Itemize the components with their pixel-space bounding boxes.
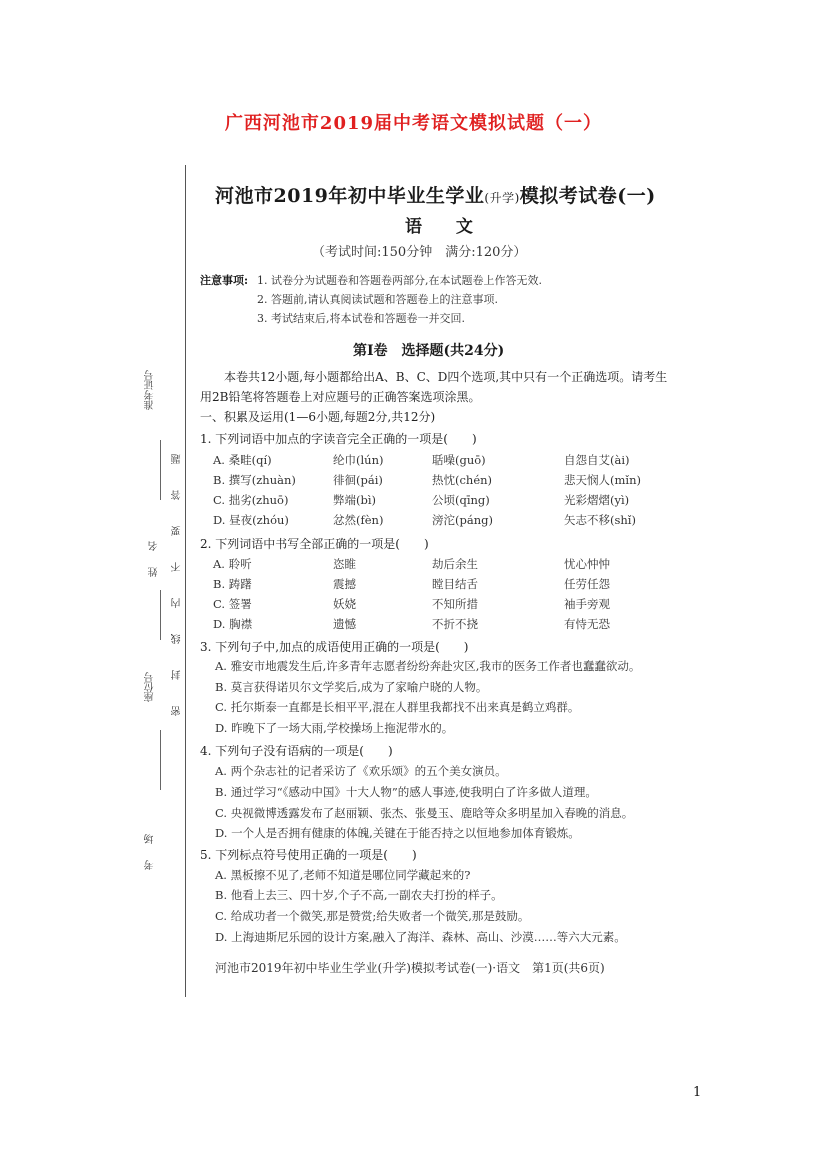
question-5-stem: 5. 下列标点符号使用正确的一项是( ) (200, 848, 417, 862)
subject-title: 语 文 (405, 217, 487, 237)
name-label: 姓名 (149, 525, 160, 577)
option: 忿然(fèn) (333, 513, 384, 527)
option: 忧心忡忡 (564, 557, 610, 571)
option: A. 黑板擦不见了,老师不知道是哪位同学藏起来的? (215, 868, 471, 882)
option: 滂沱(páng) (432, 513, 493, 527)
option: D. 昨晚下了一场大雨,学校操场上拖泥带水的。 (215, 721, 454, 735)
option: C. 托尔斯泰一直都是长相平平,混在人群里我都找不出来真是鹤立鸡群。 (215, 700, 580, 714)
page-number: 1 (693, 1085, 702, 1100)
option: C. 央视微博透露发布了赵丽颖、张杰、张曼玉、鹿晗等众多明星加入春晚的消息。 (215, 806, 634, 820)
option: D. 上海迪斯尼乐园的设计方案,融入了海洋、森林、高山、沙漠……等六大元素。 (215, 930, 626, 944)
option: 遗憾 (333, 617, 356, 631)
exam-title: 河池市2019年初中毕业生学业(升学)模拟考试卷(一) (215, 185, 656, 207)
option: 聒噪(guō) (432, 453, 486, 467)
option: 任劳任怨 (564, 577, 610, 591)
option: 悲天悯人(mǐn) (564, 473, 641, 487)
option: 袖手旁观 (564, 597, 610, 611)
option: D. 胸襟 (213, 617, 253, 631)
option: 瞠目结舌 (432, 577, 478, 591)
name-fill-line (160, 590, 162, 640)
question-4-stem: 4. 下列句子没有语病的一项是( ) (200, 744, 393, 758)
option: 恣睢 (333, 557, 356, 571)
question-1-stem: 1. 下列词语中加点的字读音完全正确的一项是( ) (200, 432, 477, 446)
section-intro: 本卷共12小题,每小题都给出A、B、C、D四个选项,其中只有一个正确选项。请考生 (224, 370, 668, 384)
page-footer: 河池市2019年初中毕业生学业(升学)模拟考试卷(一)·语文 第1页(共6页) (215, 961, 605, 975)
option: 热忱(chén) (432, 473, 493, 487)
option: 有恃无恐 (564, 617, 610, 631)
option: A. 聆听 (213, 557, 252, 571)
document-title: 广西河池市2019届中考语文模拟试题（一） (224, 113, 603, 134)
option: 徘徊(pái) (333, 473, 383, 487)
option: 弊端(bì) (333, 493, 377, 507)
seat-fill-line (160, 730, 162, 790)
option: B. 踌躇 (213, 577, 252, 591)
part-heading: 一、积累及运用(1—6小题,每题2分,共12分) (200, 410, 436, 424)
option: B. 莫言获得诺贝尔文学奖后,成为了家喻户晓的人物。 (215, 680, 488, 694)
option: 纶巾(lún) (333, 453, 384, 467)
section-intro-cont: 用2B铅笔将答题卷上对应题号的正确答案选项涂黑。 (200, 390, 481, 404)
option: B. 通过学习“《感动中国》十大人物”的感人事迹,使我明白了许多做人道理。 (215, 785, 597, 799)
seal-line-warning: 密封线内不要答题 (172, 428, 183, 716)
exam-id-label: 准考证号 (145, 370, 156, 410)
section-title: 第Ⅰ卷 选择题(共24分) (353, 343, 505, 359)
option: 妖娆 (333, 597, 356, 611)
option: B. 撰写(zhuàn) (213, 473, 296, 487)
option: 矢志不移(shǐ) (564, 513, 636, 527)
option: A. 雅安市地震发生后,许多青年志愿者纷纷奔赴灾区,我市的医务工作者也蠢蠢欲动。 (215, 659, 641, 673)
seat-label: 座位号 (145, 672, 156, 702)
option: 自怨自艾(ài) (564, 453, 630, 467)
note-item: 3. 考试结束后,将本试卷和答题卷一并交回. (257, 312, 465, 325)
option: D. 一个人是否拥有健康的体魄,关键在于能否持之以恒地参加体育锻炼。 (215, 826, 580, 840)
option: 光彩熠熠(yì) (564, 493, 630, 507)
option: B. 他看上去三、四十岁,个子不高,一副农夫打扮的样子。 (215, 888, 503, 902)
binding-line (185, 165, 186, 997)
exam-info: （考试时间:150分钟 满分:120分） (312, 245, 527, 260)
option: D. 昼夜(zhóu) (213, 513, 289, 527)
option: 震撼 (333, 577, 356, 591)
option: 公顷(qīng) (432, 493, 490, 507)
option: C. 签署 (213, 597, 252, 611)
option: C. 给成功者一个微笑,那是赞赏;给失败者一个微笑,那是鼓励。 (215, 909, 530, 923)
option: A. 两个杂志社的记者采访了《欢乐颂》的五个美女演员。 (215, 764, 507, 778)
question-2-stem: 2. 下列词语中书写全部正确的一项是( ) (200, 537, 429, 551)
room-label: 考场 (145, 818, 156, 870)
option: C. 拙劣(zhuō) (213, 493, 289, 507)
option: 不知所措 (432, 597, 478, 611)
note-item: 2. 答题前,请认真阅读试题和答题卷上的注意事项. (257, 293, 498, 306)
notes-heading: 注意事项: (200, 274, 249, 287)
option: 劫后余生 (432, 557, 478, 571)
exam-id-fill-line (160, 440, 162, 500)
option: A. 桑畦(qí) (213, 453, 272, 467)
note-item: 1. 试卷分为试题卷和答题卷两部分,在本试题卷上作答无效. (257, 274, 542, 287)
option: 不折不挠 (432, 617, 478, 631)
question-3-stem: 3. 下列句子中,加点的成语使用正确的一项是( ) (200, 640, 469, 654)
